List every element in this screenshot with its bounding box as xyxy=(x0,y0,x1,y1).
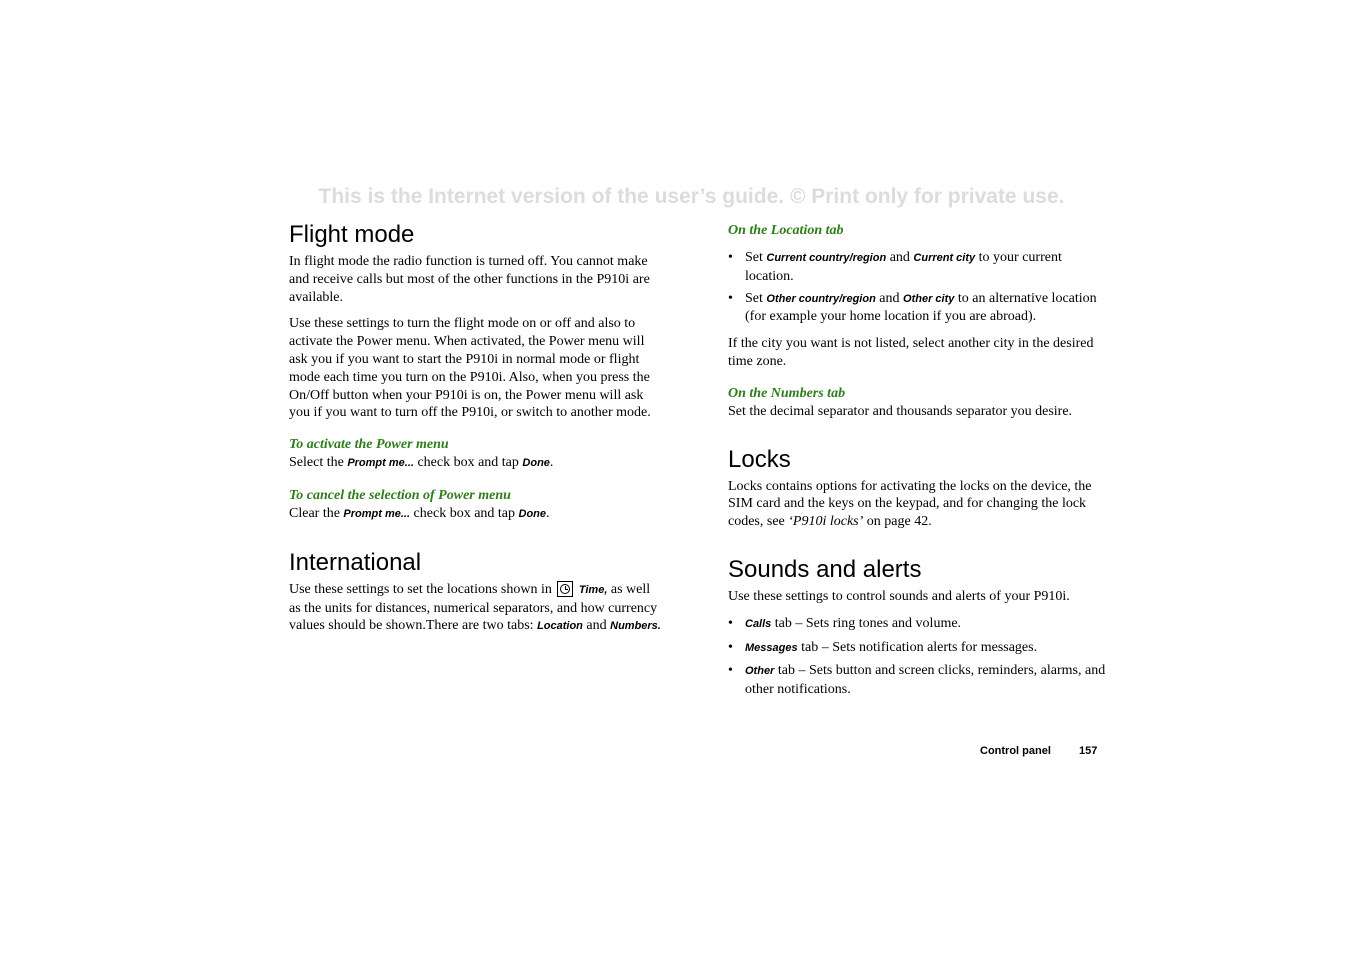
text: Set xyxy=(745,250,767,265)
ui-term-other-country: Other country/region xyxy=(766,292,876,305)
text: Locks contains options for activating the locks on the device, the SIM card and the keys on the keypad, and for changing the lock codes, see xyxy=(728,478,1092,530)
section-title-flight-mode: Flight mode xyxy=(289,221,415,248)
watermark: This is the Internet version of the user’s guide. © Print only for private use. xyxy=(318,185,1065,208)
text: Select the xyxy=(289,455,348,471)
ui-term-other-city: Other city xyxy=(903,292,955,305)
ui-term-location: Location xyxy=(537,620,583,633)
location-tab-note: If the city you want is not listed, select another city in the desired time zone. xyxy=(728,336,1094,369)
numbers-tab-description: Set the decimal separator and thousands separator you desire. xyxy=(728,403,1073,419)
text: on page 42. xyxy=(863,514,932,530)
text: Clear the xyxy=(289,505,344,521)
ui-term-current-city: Current city xyxy=(913,252,976,264)
text: tab – Sets notification alerts for messages. xyxy=(797,639,1038,655)
subheading-location-tab: On the Location tab xyxy=(728,223,844,238)
ui-term-done: Done xyxy=(518,507,547,520)
text: . xyxy=(549,455,554,471)
text: and xyxy=(875,290,904,306)
subheading-numbers-tab: On the Numbers tab xyxy=(728,385,846,401)
ui-term-calls: Calls xyxy=(745,617,772,630)
ui-term-numbers: Numbers. xyxy=(610,620,661,633)
page-footer xyxy=(980,745,1100,757)
list-item xyxy=(728,662,1108,699)
ui-term-time: Time, xyxy=(578,583,608,596)
location-tab-list xyxy=(728,249,1108,326)
right-column xyxy=(728,220,1108,699)
flight-intro: In flight mode the radio function is turned off. You cannot make and receive calls but most of the other functions in the P910i are available. xyxy=(289,254,650,305)
page-number: 157 xyxy=(1079,745,1098,757)
left-column xyxy=(289,220,664,636)
clock-icon xyxy=(557,581,573,597)
text: tab – Sets ring tones and volume. xyxy=(771,615,962,631)
text: and xyxy=(886,250,914,265)
text: Set xyxy=(745,290,767,306)
list-item xyxy=(728,249,1108,286)
sounds-tab-list xyxy=(728,615,1108,699)
activate-instruction xyxy=(289,454,664,473)
ui-term-prompt-me: Prompt me... xyxy=(343,507,411,520)
text: . xyxy=(546,505,550,521)
text: as well as the units for distances, numerical separators, and how currency values should be shown.There are two tabs: xyxy=(289,581,658,634)
text: check box and tap xyxy=(413,455,523,471)
international-description xyxy=(289,581,664,636)
ui-term-other: Other xyxy=(745,665,775,678)
flight-description: Use these settings to turn the flight mode on or off and also to activate the Power menu. When activated, the Power menu will ask you if you want to start the P910i in normal mode or flight mode each time you turn on the P910i. Also, when you press the On/Off button when your P910i is on, the Power menu will ask you if you want to turn off the P910i, or switch to another mode. xyxy=(289,316,651,421)
ui-term-messages: Messages xyxy=(745,641,798,654)
ui-term-prompt-me: Prompt me... xyxy=(347,457,414,470)
footer-section-name: Control panel xyxy=(980,745,1051,757)
ui-term-current-country: Current country/region xyxy=(766,252,887,264)
section-title-locks: Locks xyxy=(728,445,791,473)
text: to an alternative location (for example your home location if you are abroad). xyxy=(745,290,1097,325)
ui-term-done: Done xyxy=(522,457,550,470)
subheading-cancel-power-menu: To cancel the selection of Power menu xyxy=(289,487,511,503)
subheading-activate-power-menu: To activate the Power menu xyxy=(289,437,449,453)
section-title-international: International xyxy=(289,548,422,576)
list-item xyxy=(728,639,1108,658)
text: and xyxy=(582,618,611,634)
cancel-instruction xyxy=(289,505,664,524)
text: tab – Sets button and screen clicks, reminders, alarms, and other notifications. xyxy=(745,663,1106,698)
list-item xyxy=(728,290,1108,327)
section-title-sounds-alerts: Sounds and alerts xyxy=(728,555,922,583)
text: Use these settings to set the locations shown in xyxy=(289,581,556,597)
cross-reference: ‘P910i locks’ xyxy=(788,514,864,530)
sounds-description: Use these settings to control sounds and alerts of your P910i. xyxy=(728,588,1070,604)
locks-description xyxy=(728,478,1108,531)
list-item xyxy=(728,615,1108,634)
text: to your current location. xyxy=(745,250,1062,284)
text: check box and tap xyxy=(410,505,519,521)
